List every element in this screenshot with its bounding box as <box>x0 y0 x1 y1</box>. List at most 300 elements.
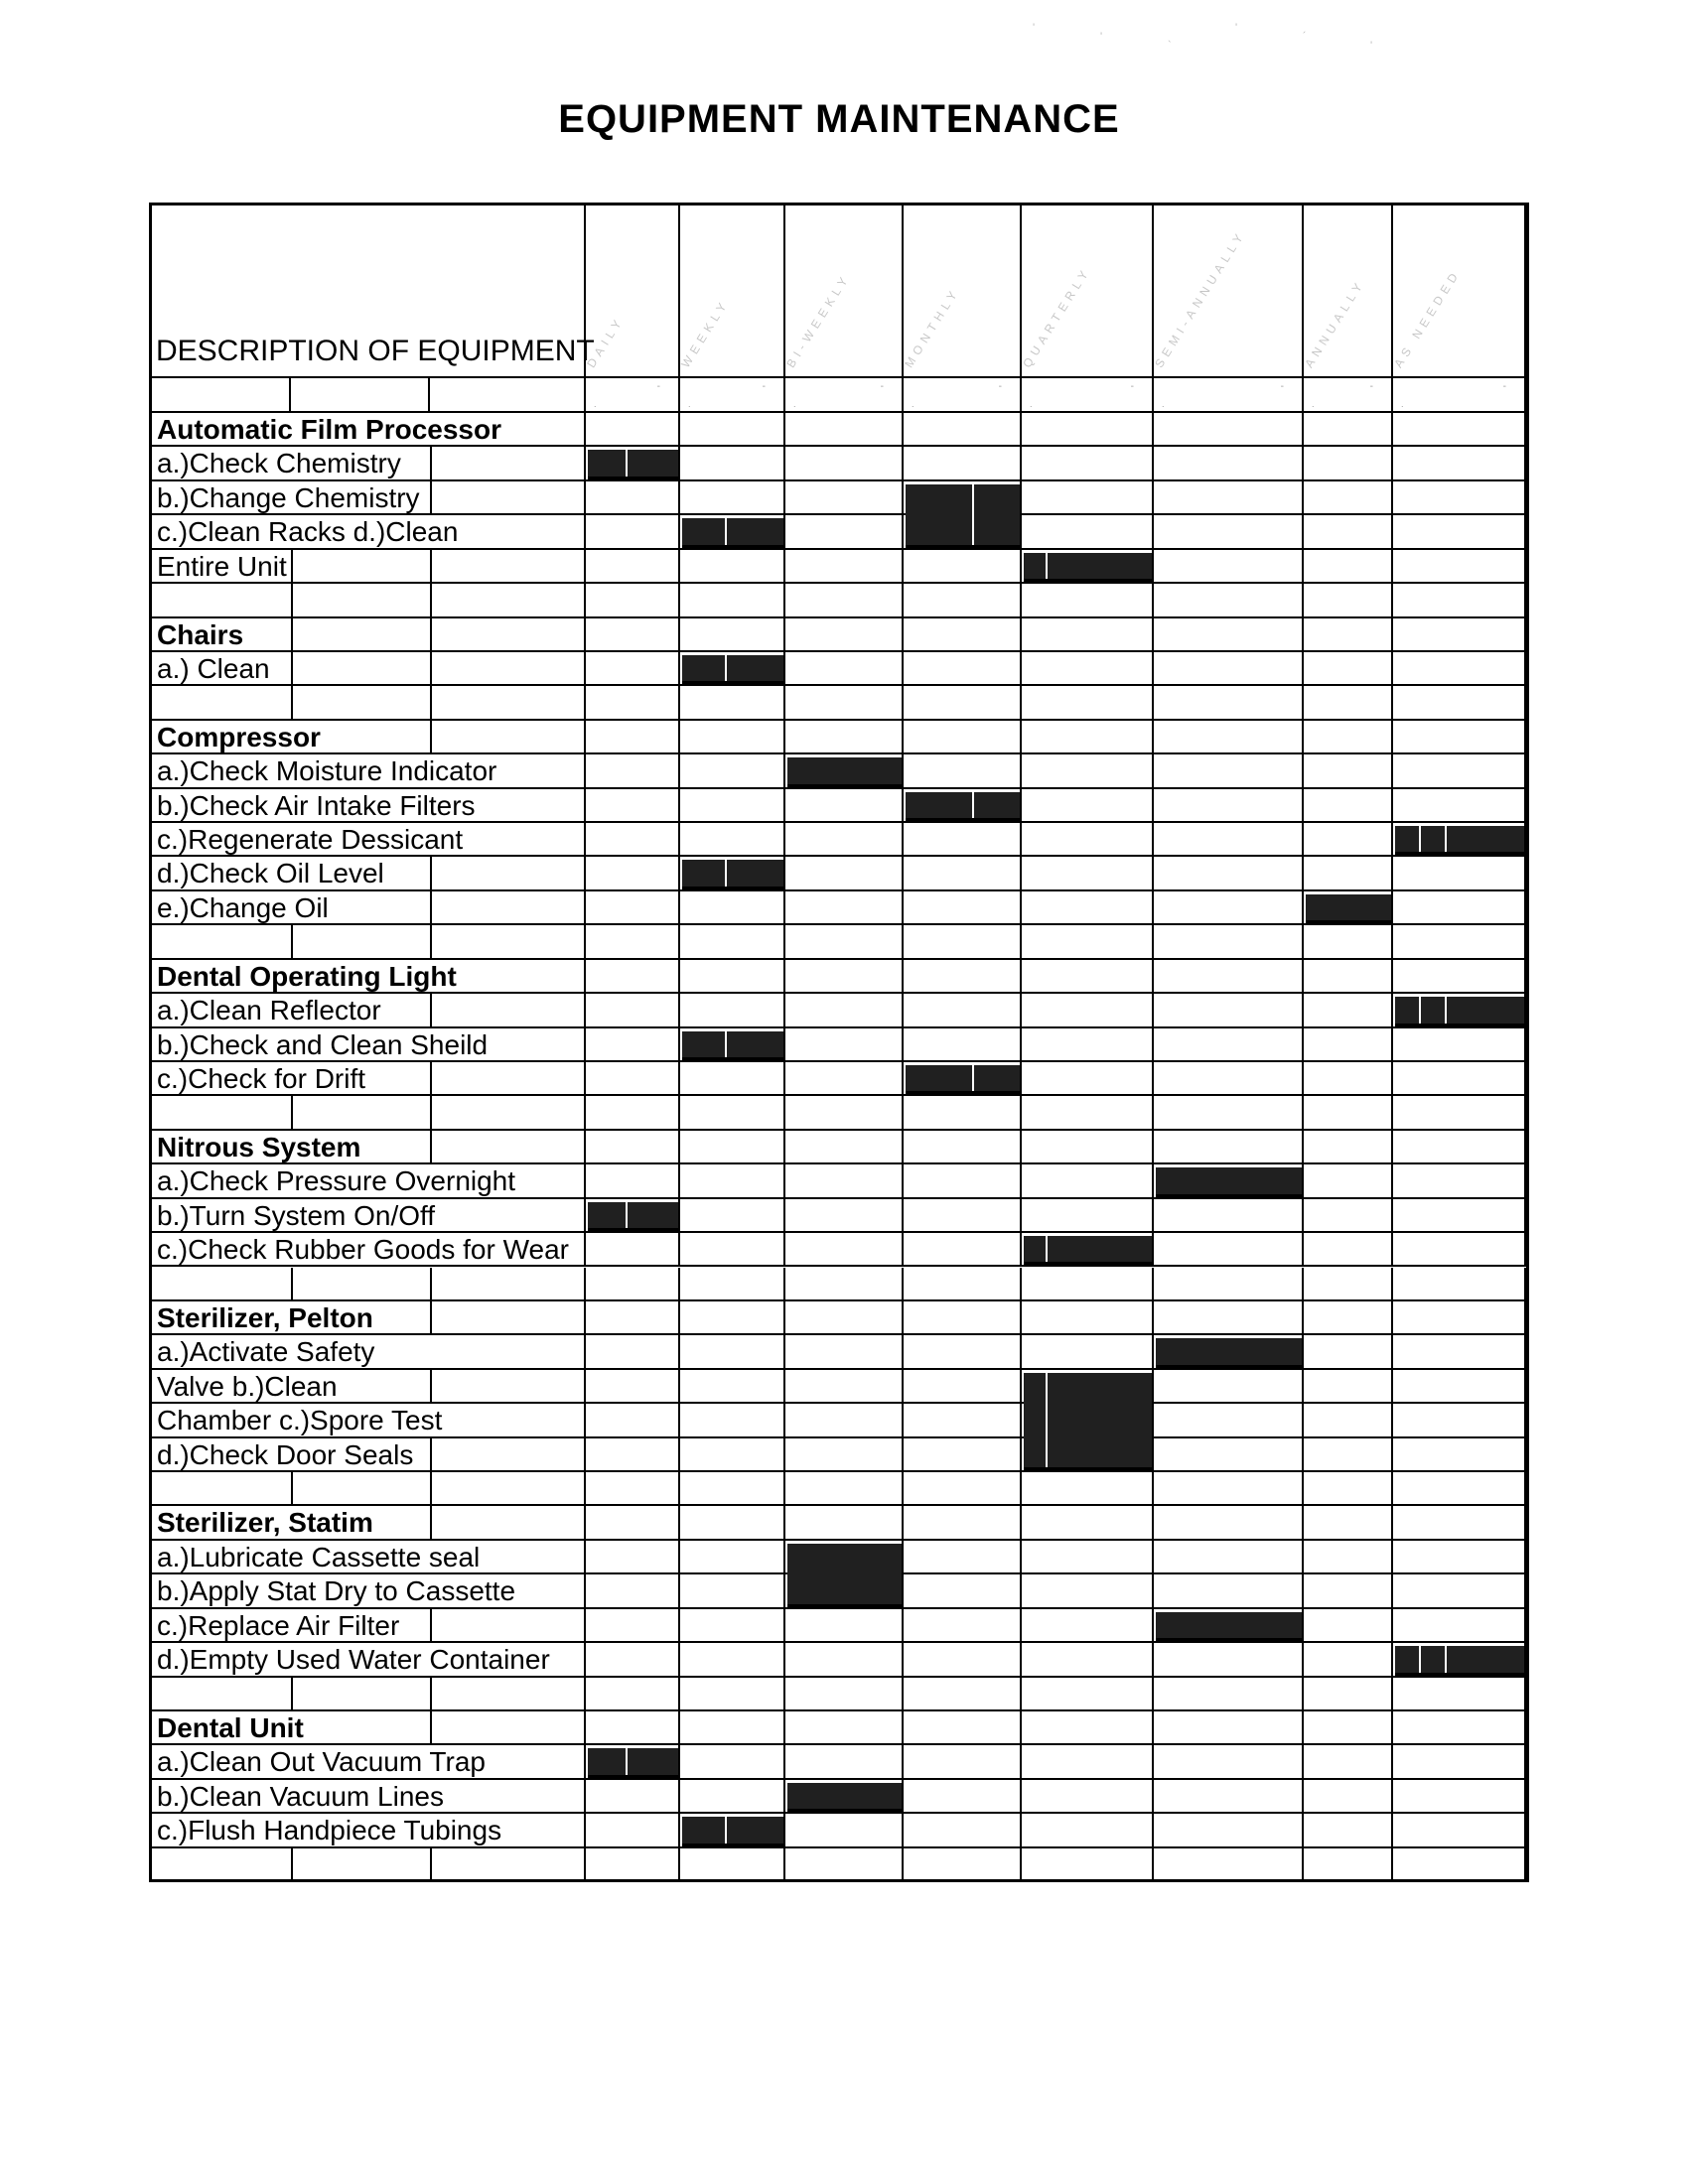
schedule-cell <box>904 1131 1022 1162</box>
schedule-cell <box>1304 1268 1393 1299</box>
schedule-cell <box>785 1370 904 1402</box>
frequency-header-cell <box>1304 205 1393 376</box>
schedule-cell <box>1022 1131 1154 1162</box>
section-title: Dental Operating Light <box>152 960 586 992</box>
schedule-filled-bar <box>588 1202 678 1231</box>
schedule-cell <box>1393 1335 1526 1367</box>
task-label <box>152 1096 586 1128</box>
schedule-cell <box>586 1711 680 1743</box>
schedule-cell <box>1304 754 1393 786</box>
bar-grid-stripe <box>972 792 974 818</box>
equipment-task-row <box>152 1199 1526 1233</box>
schedule-cell <box>1304 1438 1393 1470</box>
schedule-cell <box>1304 447 1393 478</box>
schedule-cell <box>1304 1096 1393 1128</box>
schedule-cell <box>1022 823 1154 855</box>
task-label: a.)Check Pressure Overnight <box>152 1164 586 1196</box>
task-label: b.)Turn System On/Off <box>152 1199 586 1231</box>
schedule-cell <box>1304 960 1393 992</box>
subheader-mark: - <box>1130 381 1134 392</box>
schedule-cell <box>785 960 904 992</box>
schedule-cell <box>1304 1574 1393 1606</box>
schedule-cell <box>785 1164 904 1196</box>
subheader-frequency-cell <box>586 378 680 411</box>
schedule-cell <box>1154 857 1304 888</box>
equipment-task-row <box>152 1404 1526 1437</box>
schedule-cell <box>1304 789 1393 821</box>
subheader-mark: . <box>912 399 914 409</box>
schedule-cell <box>904 1472 1022 1504</box>
schedule-cell <box>1393 1233 1526 1265</box>
schedule-cell <box>586 1438 680 1470</box>
noise-mark: ' <box>1033 22 1036 34</box>
section-header-row <box>152 1131 1526 1164</box>
schedule-cell <box>785 1472 904 1504</box>
schedule-cell <box>785 891 904 923</box>
desc-grid-line <box>291 1268 293 1299</box>
schedule-cell <box>680 618 785 650</box>
schedule-cell <box>586 1335 680 1367</box>
schedule-cell <box>1154 823 1304 855</box>
schedule-cell <box>1154 1745 1304 1777</box>
schedule-cell <box>1304 1301 1393 1333</box>
frequency-header-cell <box>1393 205 1526 376</box>
schedule-cell <box>680 1199 785 1231</box>
equipment-task-row <box>152 857 1526 890</box>
schedule-cell <box>1304 994 1393 1025</box>
frequency-header-label: QUARTERLY <box>1020 264 1094 370</box>
task-label: b.)Clean Vacuum Lines <box>152 1780 586 1812</box>
task-label: e.)Change Oil <box>152 891 586 923</box>
schedule-filled-bar <box>1156 1338 1302 1367</box>
schedule-cell <box>1022 584 1154 615</box>
schedule-cell <box>1393 584 1526 615</box>
bar-grid-stripe <box>1445 1646 1447 1672</box>
equipment-task-row <box>152 1062 1526 1096</box>
schedule-cell <box>904 1199 1022 1231</box>
schedule-cell <box>904 1268 1022 1299</box>
schedule-cell <box>785 1301 904 1333</box>
bar-grid-stripe <box>1445 997 1447 1023</box>
bar-grid-stripe <box>626 1748 628 1774</box>
schedule-cell <box>785 1404 904 1435</box>
subheader-mark: . <box>1162 399 1165 409</box>
bar-grid-stripe <box>725 1817 727 1843</box>
schedule-cell <box>1304 857 1393 888</box>
schedule-cell <box>1022 754 1154 786</box>
schedule-cell <box>785 1028 904 1060</box>
task-label: c.)Replace Air Filter <box>152 1609 586 1641</box>
desc-grid-line <box>291 1096 293 1128</box>
schedule-cell <box>1304 1404 1393 1435</box>
schedule-cell <box>680 721 785 752</box>
schedule-cell <box>1393 1609 1526 1641</box>
spacer-row <box>152 925 1526 959</box>
schedule-cell <box>1154 1233 1304 1265</box>
schedule-cell <box>1304 618 1393 650</box>
schedule-cell <box>1022 686 1154 718</box>
task-label: c.)Clean Racks d.)Clean <box>152 515 586 547</box>
desc-grid-line <box>291 686 293 718</box>
frequency-header-cell <box>1022 205 1154 376</box>
equipment-task-row <box>152 515 1526 549</box>
schedule-cell <box>586 481 680 513</box>
schedule-cell <box>785 413 904 445</box>
section-title: Sterilizer, Statim <box>152 1506 586 1538</box>
schedule-cell <box>586 1062 680 1094</box>
frequency-header-label: BI-WEEKLY <box>783 270 854 370</box>
subheader-frequency-cell <box>1393 378 1526 411</box>
schedule-cell <box>586 1268 680 1299</box>
desc-grid-line <box>291 1678 293 1709</box>
schedule-filled-bar <box>1024 1236 1152 1265</box>
schedule-cell <box>1393 891 1526 923</box>
spacer-row <box>152 1678 1526 1711</box>
schedule-cell <box>904 721 1022 752</box>
subheader-frequency-cell <box>785 378 904 411</box>
schedule-cell <box>1304 1062 1393 1094</box>
schedule-cell <box>680 1506 785 1538</box>
schedule-cell <box>1393 1062 1526 1094</box>
schedule-cell <box>904 652 1022 684</box>
schedule-cell <box>1154 550 1304 582</box>
schedule-cell <box>1022 1301 1154 1333</box>
schedule-cell <box>1022 481 1154 513</box>
schedule-cell <box>904 1233 1022 1265</box>
schedule-cell <box>1154 960 1304 992</box>
desc-grid-line <box>430 925 432 957</box>
schedule-cell <box>680 925 785 957</box>
schedule-cell <box>904 1335 1022 1367</box>
table-header-row <box>152 205 1526 378</box>
schedule-cell <box>904 1541 1022 1572</box>
schedule-cell <box>1154 1506 1304 1538</box>
section-header-row <box>152 413 1526 447</box>
desc-grid-line <box>430 1131 432 1162</box>
schedule-cell <box>785 1199 904 1231</box>
spacer-row <box>152 1096 1526 1130</box>
schedule-filled-bar <box>787 757 902 786</box>
schedule-filled-bar <box>787 1544 902 1607</box>
section-title: Nitrous System <box>152 1131 586 1162</box>
schedule-cell <box>1304 1335 1393 1367</box>
maintenance-schedule-table <box>149 203 1529 1882</box>
task-label: a.)Lubricate Cassette seal <box>152 1541 586 1572</box>
schedule-cell <box>680 891 785 923</box>
schedule-cell <box>586 1370 680 1402</box>
frequency-header-label: SEMI-ANNUALLY <box>1152 227 1249 370</box>
section-title: Sterilizer, Pelton <box>152 1301 586 1333</box>
desc-grid-line <box>430 1711 432 1743</box>
task-label: a.)Check Chemistry <box>152 447 586 478</box>
schedule-cell <box>904 1404 1022 1435</box>
task-label <box>152 1678 586 1709</box>
section-header-row <box>152 721 1526 754</box>
schedule-cell <box>785 925 904 957</box>
task-label <box>152 1472 586 1504</box>
schedule-cell <box>1304 1814 1393 1845</box>
equipment-task-row <box>152 481 1526 515</box>
schedule-cell <box>1393 1268 1526 1299</box>
desc-grid-line <box>430 1268 432 1299</box>
schedule-cell <box>1154 1438 1304 1470</box>
scan-noise-marks <box>0 8 1688 68</box>
schedule-cell <box>785 1506 904 1538</box>
subheader-frequency-cell <box>1304 378 1393 411</box>
schedule-cell <box>785 1096 904 1128</box>
schedule-cell <box>586 618 680 650</box>
frequency-header-cell <box>1154 205 1304 376</box>
schedule-cell <box>1154 1643 1304 1675</box>
desc-grid-line <box>291 925 293 957</box>
subheader-mark: - <box>762 381 766 392</box>
schedule-cell <box>1393 1814 1526 1845</box>
schedule-cell <box>1022 618 1154 650</box>
schedule-cell <box>1154 1301 1304 1333</box>
bar-grid-stripe <box>972 484 974 545</box>
schedule-filled-bar <box>1395 826 1524 855</box>
schedule-cell <box>1393 652 1526 684</box>
schedule-cell <box>1304 686 1393 718</box>
schedule-cell <box>1022 994 1154 1025</box>
equipment-task-row <box>152 1438 1526 1472</box>
schedule-cell <box>785 1233 904 1265</box>
schedule-cell <box>1393 1199 1526 1231</box>
schedule-cell <box>680 1233 785 1265</box>
desc-grid-line <box>291 618 293 650</box>
schedule-cell <box>785 823 904 855</box>
subheader-mark: . <box>688 399 691 409</box>
schedule-cell <box>904 1848 1022 1880</box>
schedule-cell <box>1022 1643 1154 1675</box>
equipment-task-row <box>152 994 1526 1027</box>
schedule-cell <box>680 1780 785 1812</box>
subheader-mark: . <box>1312 399 1315 409</box>
schedule-cell <box>680 1268 785 1299</box>
schedule-cell <box>904 1164 1022 1196</box>
schedule-cell <box>586 1404 680 1435</box>
schedule-cell <box>586 1848 680 1880</box>
section-title: Automatic Film Processor <box>152 413 586 445</box>
subheader-mark: - <box>998 381 1002 392</box>
desc-grid-line <box>430 1848 432 1880</box>
schedule-cell <box>1154 994 1304 1025</box>
schedule-cell <box>1393 515 1526 547</box>
schedule-cell <box>1022 960 1154 992</box>
desc-grid-line <box>430 1438 432 1470</box>
equipment-task-row <box>152 789 1526 823</box>
bar-grid-stripe <box>1046 1373 1048 1467</box>
schedule-cell <box>1304 1609 1393 1641</box>
schedule-cell <box>785 1848 904 1880</box>
equipment-task-row <box>152 1814 1526 1847</box>
schedule-filled-bar <box>906 1065 1020 1094</box>
desc-grid-line <box>291 1848 293 1880</box>
desc-grid-line <box>430 584 432 615</box>
schedule-cell <box>1022 1814 1154 1845</box>
schedule-cell <box>1154 447 1304 478</box>
schedule-cell <box>1393 1745 1526 1777</box>
desc-grid-line <box>291 584 293 615</box>
schedule-cell <box>1022 1848 1154 1880</box>
desc-grid-line <box>430 686 432 718</box>
schedule-cell <box>904 891 1022 923</box>
schedule-cell <box>680 1062 785 1094</box>
schedule-cell <box>586 1506 680 1538</box>
schedule-cell <box>785 447 904 478</box>
schedule-filled-bar <box>682 860 783 888</box>
schedule-cell <box>680 789 785 821</box>
schedule-filled-bar <box>588 450 678 478</box>
task-label: b.)Apply Stat Dry to Cassette <box>152 1574 586 1606</box>
schedule-cell <box>904 1301 1022 1333</box>
schedule-cell <box>680 1848 785 1880</box>
schedule-cell <box>904 1609 1022 1641</box>
schedule-cell <box>1022 1028 1154 1060</box>
schedule-cell <box>1304 1848 1393 1880</box>
schedule-cell <box>904 1506 1022 1538</box>
schedule-cell <box>680 481 785 513</box>
desc-grid-line <box>430 721 432 752</box>
subheader-mark: . <box>1401 399 1404 409</box>
schedule-cell <box>1393 1438 1526 1470</box>
schedule-cell <box>1393 1711 1526 1743</box>
schedule-cell <box>1393 1404 1526 1435</box>
schedule-cell <box>1154 1028 1304 1060</box>
bar-grid-stripe <box>1419 1646 1421 1672</box>
schedule-cell <box>586 584 680 615</box>
task-label: b.)Check Air Intake Filters <box>152 789 586 821</box>
schedule-cell <box>904 1096 1022 1128</box>
schedule-cell <box>680 1131 785 1162</box>
schedule-cell <box>1393 925 1526 957</box>
schedule-cell <box>1304 550 1393 582</box>
schedule-cell <box>1393 618 1526 650</box>
schedule-cell <box>785 1335 904 1367</box>
subheader-mark: . <box>594 399 597 409</box>
description-header-cell <box>152 205 595 376</box>
schedule-cell <box>680 1335 785 1367</box>
schedule-cell <box>586 1472 680 1504</box>
spacer-row <box>152 1472 1526 1506</box>
schedule-cell <box>1022 1609 1154 1641</box>
schedule-cell <box>1304 721 1393 752</box>
schedule-cell <box>586 925 680 957</box>
equipment-task-row <box>152 1335 1526 1369</box>
section-title: Chairs <box>152 618 586 650</box>
schedule-cell <box>904 584 1022 615</box>
schedule-cell <box>904 1028 1022 1060</box>
bar-grid-stripe <box>1046 1236 1048 1262</box>
schedule-cell <box>1022 1678 1154 1709</box>
schedule-cell <box>904 447 1022 478</box>
bar-grid-stripe <box>626 1202 628 1228</box>
schedule-cell <box>680 584 785 615</box>
task-label <box>152 925 586 957</box>
desc-grid-line <box>430 994 432 1025</box>
schedule-cell <box>1304 1233 1393 1265</box>
schedule-cell <box>1154 1062 1304 1094</box>
task-label <box>152 1848 586 1880</box>
bar-grid-stripe <box>1419 997 1421 1023</box>
desc-grid-line <box>430 550 432 582</box>
schedule-cell <box>904 1438 1022 1470</box>
schedule-cell <box>1154 1472 1304 1504</box>
equipment-task-row <box>152 1370 1526 1404</box>
schedule-cell <box>904 1711 1022 1743</box>
schedule-cell <box>1304 925 1393 957</box>
schedule-cell <box>1304 1472 1393 1504</box>
schedule-cell <box>1022 891 1154 923</box>
equipment-task-row <box>152 823 1526 857</box>
section-title: Dental Unit <box>152 1711 586 1743</box>
schedule-cell <box>1154 652 1304 684</box>
schedule-cell <box>785 1678 904 1709</box>
spacer-row <box>152 1268 1526 1301</box>
frequency-header-cell <box>904 205 1022 376</box>
schedule-cell <box>1154 1678 1304 1709</box>
schedule-cell <box>586 1643 680 1675</box>
schedule-cell <box>1393 1028 1526 1060</box>
schedule-cell <box>586 1096 680 1128</box>
schedule-cell <box>1304 1780 1393 1812</box>
schedule-cell <box>680 1541 785 1572</box>
spacer-row <box>152 584 1526 617</box>
schedule-cell <box>1393 754 1526 786</box>
section-header-row <box>152 1711 1526 1745</box>
desc-grid-line <box>430 1301 432 1333</box>
schedule-cell <box>785 857 904 888</box>
subheader-frequency-cell <box>904 378 1022 411</box>
schedule-cell <box>586 960 680 992</box>
schedule-cell <box>1022 1541 1154 1572</box>
schedule-cell <box>586 1678 680 1709</box>
desc-grid-line <box>430 1678 432 1709</box>
task-label: d.)Check Door Seals <box>152 1438 586 1470</box>
spacer-row <box>152 686 1526 720</box>
equipment-task-row <box>152 447 1526 480</box>
description-header-label: DESCRIPTION OF EQUIPMENT <box>156 335 595 367</box>
schedule-cell <box>1154 721 1304 752</box>
schedule-filled-bar <box>1024 1373 1152 1470</box>
task-label: d.)Empty Used Water Container <box>152 1643 586 1675</box>
schedule-cell <box>904 925 1022 957</box>
schedule-cell <box>904 754 1022 786</box>
task-label <box>152 584 586 615</box>
schedule-cell <box>785 721 904 752</box>
noise-mark: ' <box>1100 31 1103 43</box>
schedule-filled-bar <box>682 1031 783 1060</box>
schedule-cell <box>1154 1268 1304 1299</box>
table-subheader-row <box>152 378 1526 413</box>
schedule-cell <box>1304 652 1393 684</box>
schedule-cell <box>1393 1678 1526 1709</box>
equipment-task-row <box>152 1745 1526 1779</box>
schedule-cell <box>586 823 680 855</box>
frequency-header-cell <box>586 205 680 376</box>
bar-grid-stripe <box>1419 826 1421 852</box>
schedule-cell <box>904 550 1022 582</box>
schedule-cell <box>785 584 904 615</box>
subheader-mark: . <box>1030 399 1033 409</box>
schedule-cell <box>904 1370 1022 1402</box>
schedule-cell <box>1393 1164 1526 1196</box>
schedule-cell <box>1022 1574 1154 1606</box>
desc-grid-line <box>430 481 432 513</box>
schedule-cell <box>680 1370 785 1402</box>
desc-grid-line <box>430 1609 432 1641</box>
schedule-cell <box>586 1609 680 1641</box>
